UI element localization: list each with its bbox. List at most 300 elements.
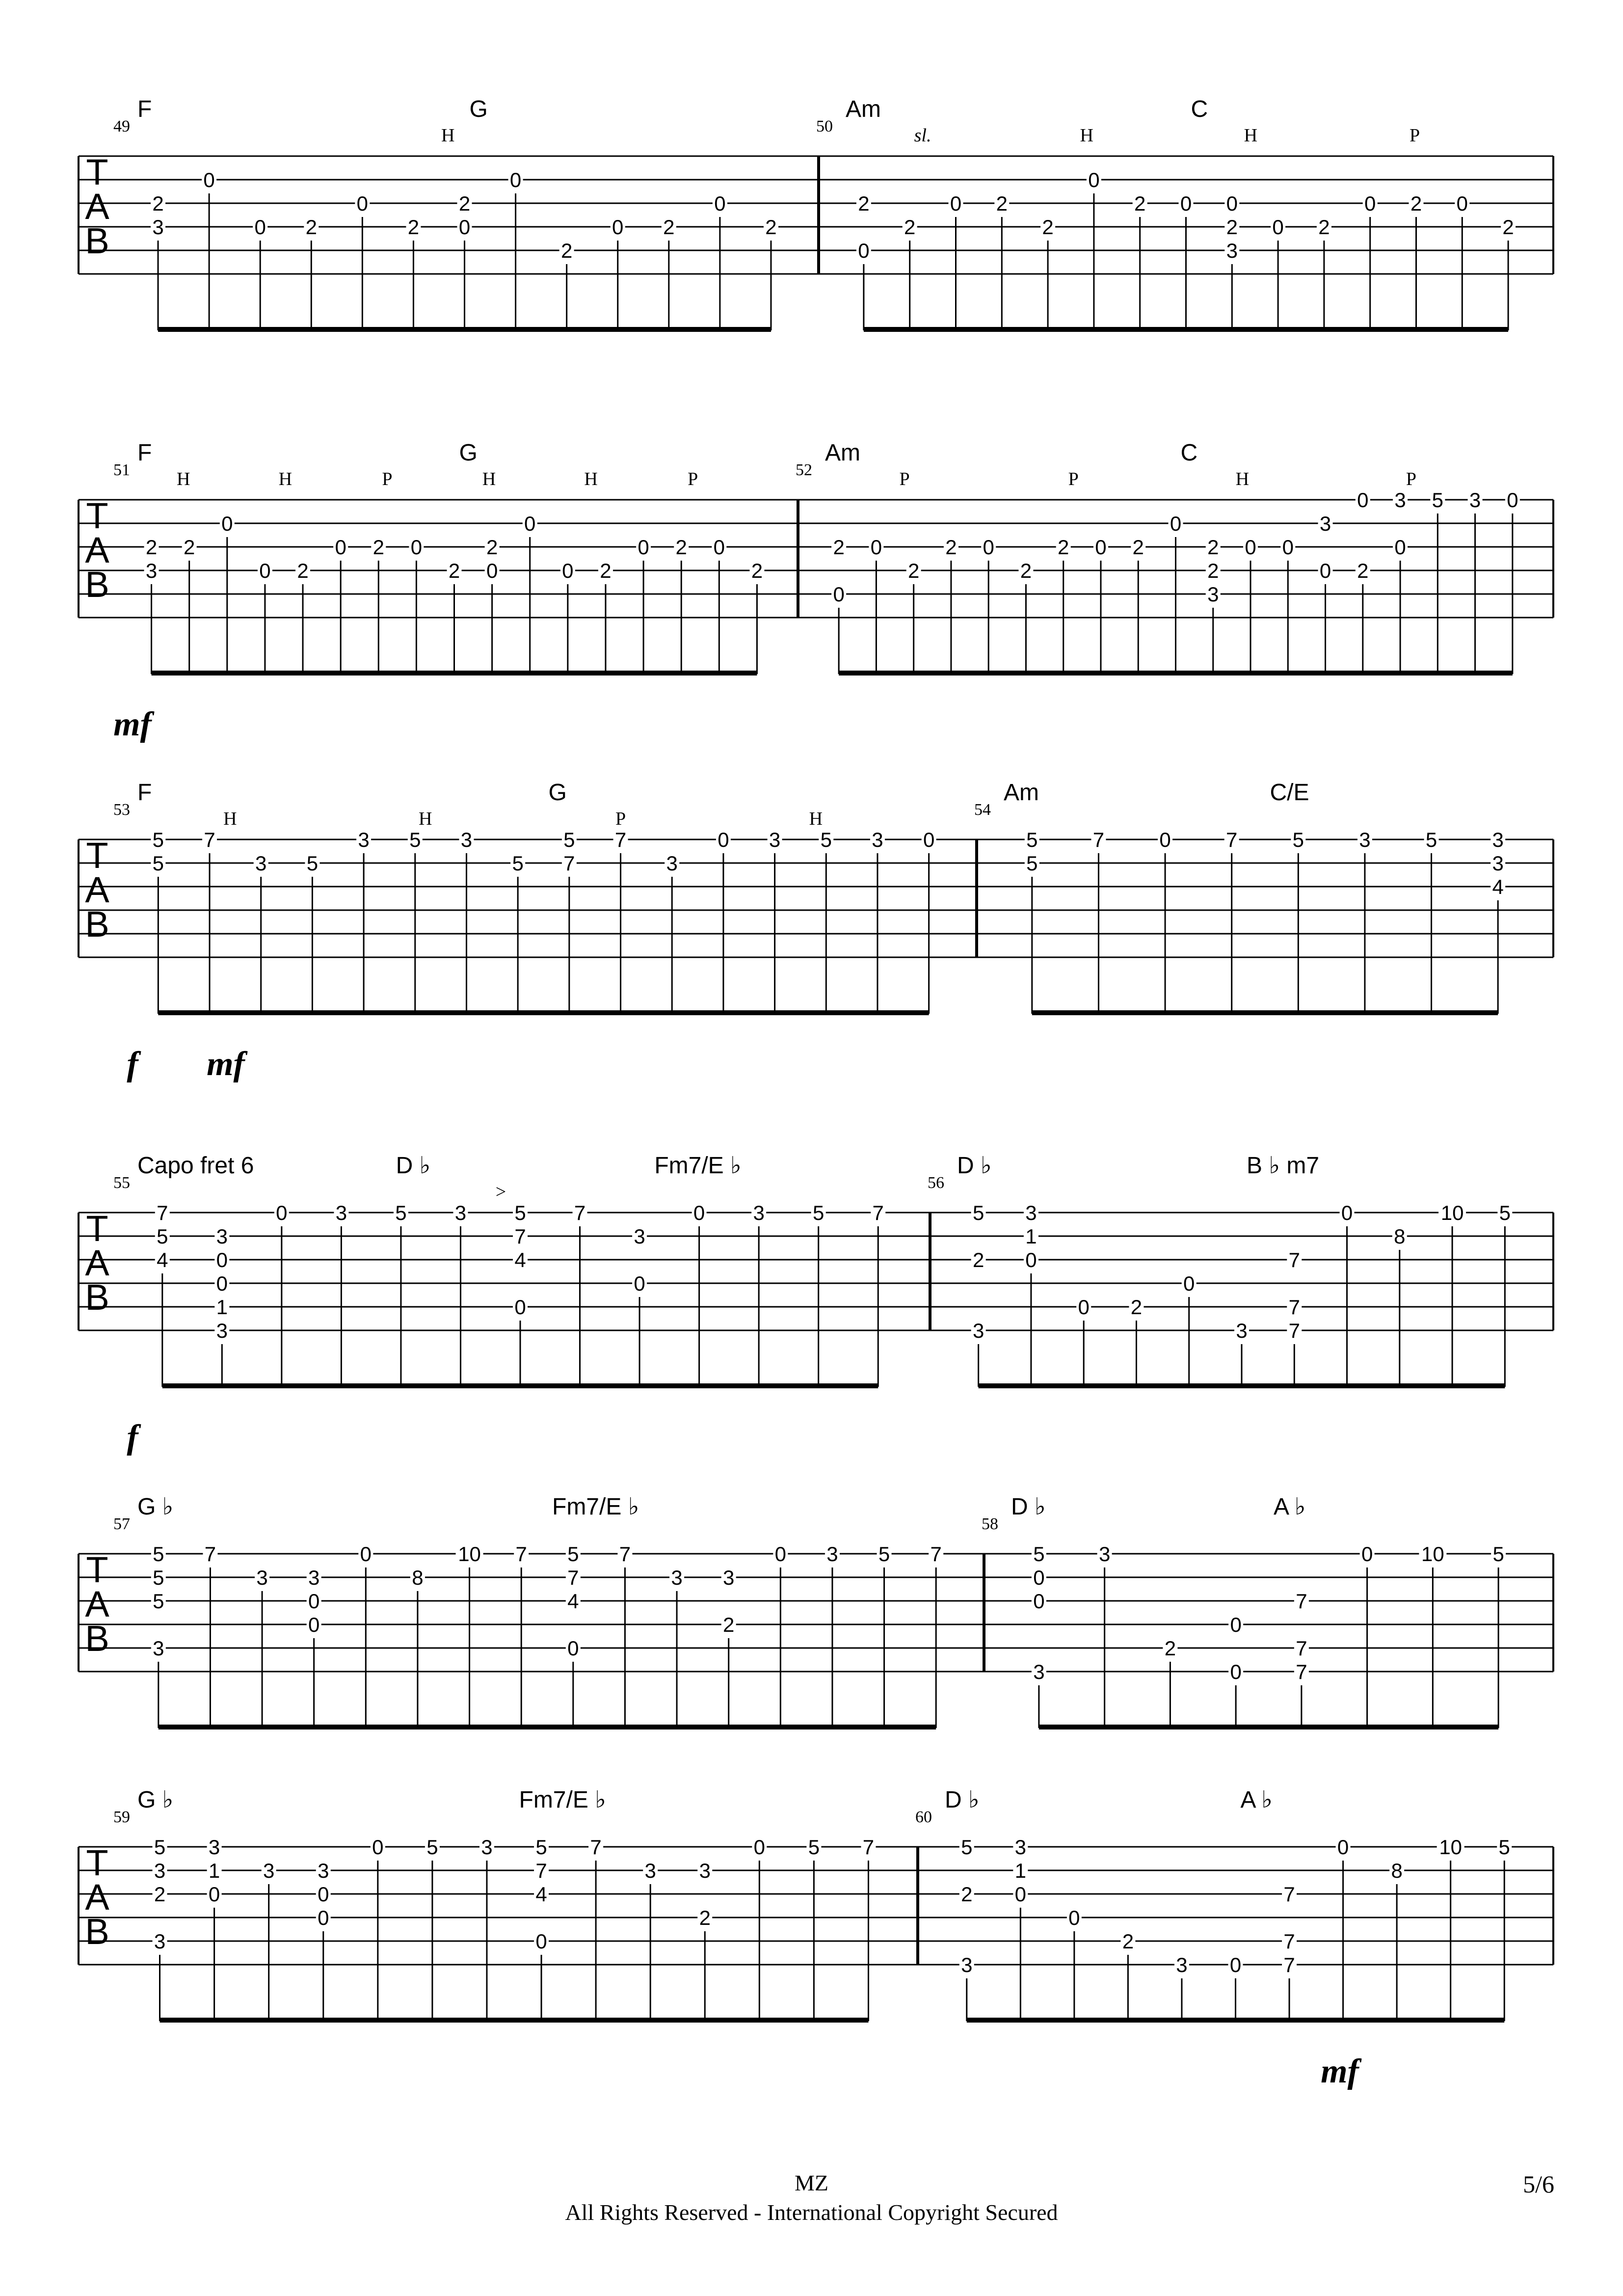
fret-number: 0 (612, 216, 624, 239)
fret-number: 0 (1095, 536, 1107, 559)
technique-mark: P (688, 469, 698, 489)
fret-number: 3 (1025, 1201, 1037, 1224)
measure-number: 53 (113, 801, 130, 819)
tab-clef-letter: A (85, 1584, 109, 1624)
fret-number: 0 (1033, 1590, 1045, 1613)
fret-number: 3 (1014, 1836, 1026, 1859)
chord-name: C (1180, 440, 1198, 466)
fret-number: 8 (1391, 1859, 1403, 1882)
tab-system (79, 830, 1553, 1015)
fret-number: 0 (714, 192, 726, 215)
fret-number: 5 (535, 1836, 547, 1859)
fret-number: 2 (1410, 192, 1422, 215)
fret-number: 0 (1230, 1660, 1242, 1683)
fret-number: 0 (567, 1637, 579, 1660)
fret-number: 5 (153, 1542, 164, 1566)
chord-name: G ♭ (137, 1787, 174, 1813)
fret-number: 2 (765, 216, 777, 239)
fret-number: 3 (216, 1225, 228, 1248)
fret-number: 3 (263, 1859, 275, 1882)
fret-number: 5 (152, 852, 164, 875)
chord-name: D ♭ (945, 1787, 980, 1813)
fret-number: 0 (634, 1272, 645, 1295)
tab-clef-letter: T (86, 1208, 108, 1249)
fret-number: 3 (145, 559, 158, 582)
fret-number: 5 (1499, 1201, 1511, 1224)
chord-name: C (1191, 96, 1208, 122)
fret-number: 5 (152, 828, 164, 851)
tab-clef-letter: B (85, 1911, 109, 1952)
chord-name: G (548, 780, 567, 806)
technique-mark: P (382, 469, 393, 489)
tab-clef-letter: B (85, 220, 109, 261)
fret-number: 5 (961, 1836, 973, 1859)
tab-clef-letter: B (85, 1618, 109, 1659)
fret-number: 1 (1014, 1859, 1026, 1882)
technique-mark: H (441, 125, 455, 146)
fret-number: 3 (1033, 1660, 1045, 1683)
fret-number: 3 (644, 1859, 656, 1882)
fret-number: 0 (1394, 536, 1406, 559)
chord-name: D ♭ (1011, 1494, 1046, 1520)
technique-mark: H (278, 469, 293, 489)
fret-number: 2 (560, 239, 573, 262)
note-beam (979, 1383, 1505, 1388)
note-beam (967, 2018, 1504, 2023)
fret-number: 2 (1318, 216, 1330, 239)
fret-number: 7 (1283, 1930, 1295, 1953)
note-beam (158, 327, 771, 332)
note-beam (162, 1383, 878, 1388)
chord-name: Capo fret 6 (137, 1153, 254, 1179)
note-beam (864, 327, 1508, 332)
fret-number: 2 (699, 1906, 711, 1929)
fret-number: 5 (1425, 828, 1437, 851)
fret-number: 3 (1492, 852, 1504, 875)
fret-number: 1 (1025, 1225, 1037, 1248)
tab-clef-letter: A (85, 1243, 109, 1283)
fret-number: 0 (1068, 1906, 1080, 1929)
fret-number: 7 (574, 1201, 586, 1224)
fret-number: 3 (753, 1201, 765, 1224)
tab-clef-letter: T (86, 152, 108, 192)
fret-number: 1 (216, 1296, 228, 1319)
fret-number: 5 (157, 1225, 168, 1248)
chord-name: G (469, 96, 488, 122)
fret-number: 7 (535, 1859, 547, 1882)
fret-number: 0 (713, 536, 725, 559)
measure-number: 58 (982, 1515, 998, 1533)
fret-number: 3 (454, 1201, 467, 1224)
tab-clef-letter: T (86, 1842, 108, 1883)
fret-number: 2 (145, 536, 158, 559)
fret-number: 4 (1492, 875, 1504, 898)
fret-number: 0 (1014, 1883, 1026, 1906)
fret-number: 5 (1498, 1836, 1510, 1859)
fret-number: 3 (1492, 828, 1504, 851)
fret-number: 3 (358, 828, 370, 851)
technique-mark: H (482, 469, 496, 489)
tab-system (79, 156, 1553, 332)
fret-number: 3 (872, 828, 883, 851)
fret-number: 10 (458, 1542, 481, 1566)
fret-number: 0 (693, 1201, 705, 1224)
fret-number: 5 (567, 1542, 579, 1566)
fret-number: 0 (524, 512, 536, 535)
fret-number: 2 (972, 1248, 984, 1271)
fret-number: 3 (1207, 583, 1219, 606)
technique-mark: P (1409, 125, 1420, 146)
dynamic-mark: mf (113, 705, 152, 743)
fret-number: 2 (152, 192, 164, 215)
chord-name: Am (825, 440, 860, 466)
measure-number: 51 (113, 461, 130, 479)
fret-number: 4 (514, 1248, 526, 1271)
tab-clef-letter: A (85, 1877, 109, 1918)
technique-mark: H (809, 809, 823, 829)
fret-number: 2 (458, 192, 471, 215)
fret-number: 3 (1236, 1319, 1248, 1342)
note-beam (152, 671, 757, 675)
fret-number: 7 (1092, 828, 1105, 851)
tab-system (79, 490, 1553, 675)
fret-number: 0 (1341, 1201, 1353, 1224)
fret-number: 0 (254, 216, 266, 239)
fret-number: 2 (1130, 1296, 1143, 1319)
fret-number: 2 (1502, 216, 1514, 239)
fret-number: 2 (751, 559, 763, 582)
fret-number: 0 (1337, 1836, 1349, 1859)
fret-number: 0 (1357, 488, 1369, 512)
fret-number: 7 (862, 1836, 875, 1859)
fret-number: 3 (1319, 512, 1331, 535)
note-beam (1032, 1010, 1498, 1015)
fret-number: 7 (872, 1201, 884, 1224)
fret-number: 2 (407, 216, 420, 239)
fret-number: 2 (1207, 536, 1219, 559)
measure-number: 52 (796, 461, 812, 479)
fret-number: 2 (996, 192, 1008, 215)
measure-number: 50 (816, 117, 833, 135)
fret-number: 7 (590, 1836, 602, 1859)
tab-system (79, 1837, 1553, 2023)
fret-number: 0 (1078, 1296, 1090, 1319)
technique-mark: H (223, 809, 237, 829)
fret-number: 0 (1180, 192, 1192, 215)
chord-name: B ♭ m7 (1247, 1153, 1320, 1179)
fret-number: 2 (1122, 1930, 1134, 1953)
fret-number: 3 (1098, 1542, 1111, 1566)
fret-number: 0 (562, 559, 574, 582)
tab-clef-letter: T (86, 1549, 108, 1590)
dynamic-mark: f (127, 1045, 138, 1083)
measure (1025, 830, 1505, 1015)
fret-number: 3 (154, 1859, 166, 1882)
fret-number: 0 (356, 192, 369, 215)
technique-mark: H (584, 469, 598, 489)
fret-number: 0 (208, 1883, 220, 1906)
fret-number: 2 (663, 216, 675, 239)
fret-number: 0 (1230, 1613, 1242, 1636)
fret-number: 3 (208, 1836, 220, 1859)
fret-number: 5 (153, 1590, 164, 1613)
fret-number: 2 (600, 559, 612, 582)
fret-number: 2 (723, 1613, 735, 1636)
fret-number: 3 (1359, 828, 1371, 851)
fret-number: 0 (410, 536, 423, 559)
fret-number: 0 (718, 828, 729, 851)
technique-mark: H (1080, 125, 1093, 146)
fret-number: 4 (535, 1883, 547, 1906)
fret-number: 2 (1357, 559, 1369, 582)
fret-number: 0 (774, 1542, 786, 1566)
fret-number: 0 (1364, 192, 1376, 215)
fret-number: 3 (1394, 488, 1406, 512)
fret-number: 0 (203, 168, 215, 191)
measure (959, 1837, 1512, 2023)
fret-number: 4 (567, 1590, 579, 1613)
fret-number: 0 (216, 1272, 228, 1295)
fret-number: 8 (1394, 1225, 1406, 1248)
note-beam (159, 1725, 936, 1729)
fret-number: 3 (666, 852, 678, 875)
fret-number: 0 (870, 536, 882, 559)
fret-number: 5 (426, 1836, 438, 1859)
note-beam (158, 1010, 929, 1015)
fret-number: 2 (675, 536, 687, 559)
fret-number: 0 (360, 1542, 372, 1566)
tab-clef-letter: T (86, 835, 108, 876)
fret-number: 7 (1226, 828, 1238, 851)
measure (153, 1837, 876, 2023)
fret-number: 7 (930, 1542, 942, 1566)
fret-number: 0 (259, 559, 271, 582)
measure-number: 57 (113, 1515, 130, 1533)
fret-number: 0 (1183, 1272, 1195, 1295)
fret-number: 0 (486, 559, 498, 582)
fret-number: 5 (1492, 1542, 1504, 1566)
fret-number: 10 (1421, 1542, 1444, 1566)
fret-number: 0 (308, 1590, 320, 1613)
fret-number: 2 (183, 536, 195, 559)
fret-number: 0 (1088, 168, 1100, 191)
fret-number: 0 (535, 1930, 547, 1953)
fret-number: 5 (512, 852, 524, 875)
technique-mark: H (418, 809, 432, 829)
tab-clef-letter: T (86, 495, 108, 536)
tab-clef-letter: A (85, 869, 109, 910)
fret-number: 7 (514, 1225, 526, 1248)
fret-number: 5 (395, 1201, 407, 1224)
measure (1032, 1544, 1506, 1729)
measure (151, 1544, 943, 1729)
fret-number: 0 (950, 192, 962, 215)
fret-number: 7 (1288, 1296, 1300, 1319)
fret-number: 3 (723, 1566, 735, 1589)
fret-number: 3 (154, 1930, 166, 1953)
fret-number: 0 (833, 583, 845, 606)
dynamic-mark: mf (207, 1045, 245, 1083)
fret-number: 0 (983, 536, 994, 559)
fret-number: 7 (563, 852, 575, 875)
fret-number: 0 (372, 1836, 384, 1859)
fret-number: 0 (514, 1296, 526, 1319)
fret-number: 7 (515, 1542, 527, 1566)
chord-name: A ♭ (1274, 1494, 1306, 1520)
fret-number: 3 (634, 1225, 645, 1248)
fret-number: 3 (699, 1859, 711, 1882)
fret-number: 3 (153, 1637, 164, 1660)
fret-number: 2 (858, 192, 870, 215)
technique-mark: P (1068, 469, 1079, 489)
fret-number: 0 (509, 168, 522, 191)
tab-clef-letter: B (85, 1277, 109, 1318)
fret-number: 0 (318, 1883, 329, 1906)
technique-mark: H (177, 469, 190, 489)
fret-number: 0 (1507, 488, 1518, 512)
chord-name: F (137, 780, 152, 806)
fret-number: 2 (1207, 559, 1219, 582)
tab-clef-letter: B (85, 904, 109, 945)
fret-number: 0 (1025, 1248, 1037, 1271)
measure-number: 49 (113, 117, 130, 135)
fret-number: 7 (619, 1542, 631, 1566)
fret-number: 2 (1132, 536, 1144, 559)
fret-number: 3 (256, 1566, 268, 1589)
fret-number: 5 (1026, 852, 1038, 875)
fret-number: 0 (1170, 512, 1182, 535)
fret-number: 5 (820, 828, 832, 851)
fret-number: 3 (1226, 239, 1238, 262)
chord-name: D ♭ (957, 1153, 992, 1179)
fret-number: 0 (318, 1906, 329, 1929)
chord-name: Am (846, 96, 881, 122)
technique-mark: P (1406, 469, 1417, 489)
chord-name: Fm7/E ♭ (654, 1153, 742, 1179)
fret-number: 0 (335, 536, 346, 559)
technique-mark: sl. (914, 125, 931, 146)
fret-number: 0 (276, 1201, 288, 1224)
fret-number: 4 (157, 1248, 168, 1271)
fret-number: 2 (1226, 216, 1238, 239)
dynamic-mark: f (127, 1418, 138, 1456)
measure-number: 55 (113, 1174, 130, 1192)
fret-number: 3 (255, 852, 267, 875)
fret-number: 2 (904, 216, 916, 239)
chord-name: F (137, 96, 152, 122)
fret-number: 3 (335, 1201, 347, 1224)
fret-number: 0 (923, 828, 935, 851)
fret-number: 0 (858, 239, 870, 262)
note-beam (1039, 1725, 1498, 1729)
fret-number: 5 (972, 1201, 984, 1224)
fret-number: 0 (1229, 1953, 1242, 1976)
fret-number: 7 (157, 1201, 168, 1224)
fret-number: 5 (409, 828, 421, 851)
fret-number: 3 (972, 1319, 984, 1342)
fret-number: 7 (614, 828, 627, 851)
fret-number: 0 (1033, 1566, 1045, 1589)
technique-mark: P (899, 469, 910, 489)
fret-number: 0 (1282, 536, 1294, 559)
fret-number: 5 (813, 1201, 825, 1224)
fret-number: 7 (1288, 1248, 1300, 1271)
fret-number: 2 (833, 536, 845, 559)
fret-number: 0 (308, 1613, 320, 1636)
fret-number: 5 (808, 1836, 820, 1859)
fret-number: 2 (1164, 1637, 1176, 1660)
technique-mark: H (1235, 469, 1250, 489)
technique-mark: > (495, 1182, 506, 1202)
fret-number: 0 (221, 512, 233, 535)
fret-number: 5 (1026, 828, 1038, 851)
measure-number: 60 (915, 1808, 932, 1826)
fret-number: 8 (412, 1566, 424, 1589)
fret-number: 3 (481, 1836, 493, 1859)
fret-number: 2 (486, 536, 498, 559)
tab-clef-letter: A (85, 530, 109, 570)
fret-number: 7 (567, 1566, 579, 1589)
note-beam (160, 2018, 869, 2023)
fret-number: 2 (154, 1883, 166, 1906)
fret-number: 2 (448, 559, 460, 582)
measure (151, 830, 936, 1015)
measure (971, 1203, 1513, 1388)
chord-name: A ♭ (1240, 1787, 1273, 1813)
copyright-notice: All Rights Reserved - International Copyright Secured (565, 2200, 1058, 2225)
fret-number: 0 (1272, 216, 1284, 239)
fret-number: 0 (216, 1248, 228, 1271)
fret-number: 3 (1176, 1953, 1188, 1976)
fret-number: 2 (1134, 192, 1146, 215)
tab-system (79, 1203, 1553, 1388)
fret-number: 2 (372, 536, 384, 559)
fret-number: 2 (961, 1883, 973, 1906)
fret-number: 5 (1292, 828, 1304, 851)
fret-number: 0 (1361, 1542, 1373, 1566)
fret-number: 5 (1432, 488, 1444, 512)
fret-number: 7 (1283, 1953, 1295, 1976)
chord-name: Fm7/E ♭ (552, 1494, 639, 1520)
fret-number: 2 (297, 559, 309, 582)
fret-number: 7 (1296, 1660, 1307, 1683)
fret-number: 7 (1288, 1319, 1300, 1342)
fret-number: 0 (753, 1836, 766, 1859)
fret-number: 2 (1020, 559, 1032, 582)
fret-number: 0 (1226, 192, 1238, 215)
fret-number: 10 (1439, 1836, 1463, 1859)
fret-number: 7 (1283, 1883, 1295, 1906)
fret-number: 5 (563, 828, 575, 851)
measure-number: 59 (113, 1808, 130, 1826)
chord-name: F (137, 440, 152, 466)
tab-clef-letter: A (85, 186, 109, 227)
fret-number: 5 (878, 1542, 890, 1566)
fret-number: 2 (305, 216, 317, 239)
fret-number: 3 (318, 1859, 329, 1882)
fret-number: 7 (1296, 1637, 1307, 1660)
dynamic-mark: mf (1321, 2053, 1359, 2090)
fret-number: 0 (1319, 559, 1331, 582)
note-beam (839, 671, 1513, 675)
measure-number: 56 (928, 1174, 944, 1192)
composer-credit: MZ (795, 2170, 828, 2195)
fret-number: 5 (153, 1566, 164, 1589)
tab-system (79, 1544, 1553, 1729)
fret-number: 5 (1033, 1542, 1045, 1566)
fret-number: 7 (204, 1542, 216, 1566)
fret-number: 2 (1042, 216, 1054, 239)
